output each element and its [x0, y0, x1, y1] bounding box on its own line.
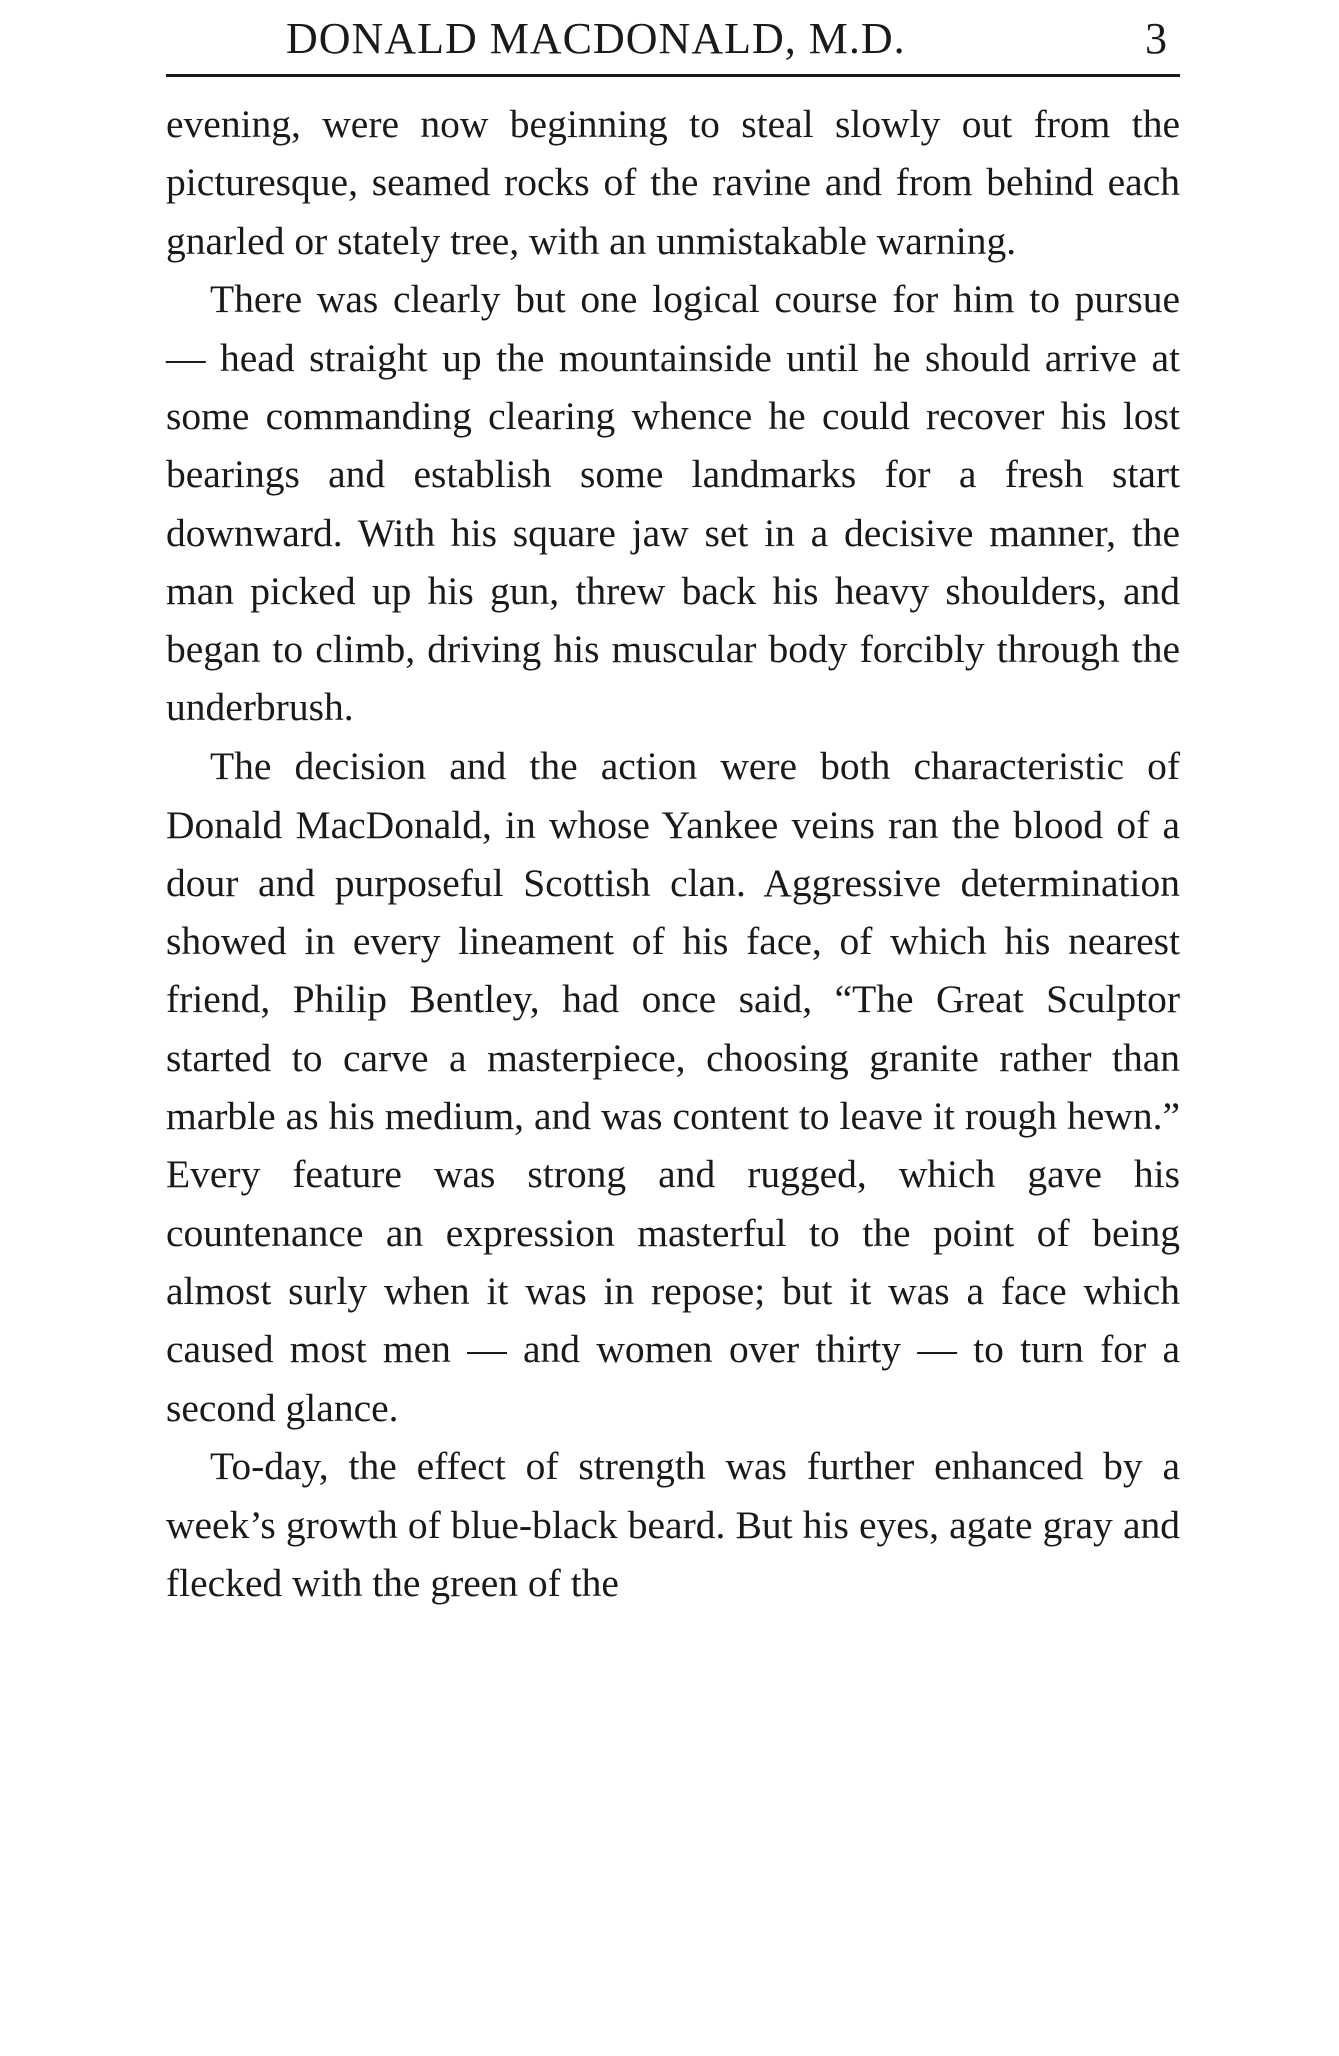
- body-text: [166, 95, 1180, 1613]
- paragraph: The decision and the action were both characteristic of Donald MacDonald, in whose Yankee veins ran the blood of a dour and purposeful Scottish clan. Aggressive determination showed in every lineament of his face, of which his nearest friend, Philip Bentley, had once said, “The Great Sculptor started to carve a masterpiece, choosing granite rather than marble as his medium, and was content to leave it rough hewn.” Every feature was strong and rugged, which gave his countenance an expression masterful to the point of being almost surly when it was in repose; but it was a face which caused most men — and women over thirty — to turn for a second glance.: [166, 744, 1180, 1430]
- book-page: [166, 0, 1180, 2056]
- paragraph: To-day, the effect of strength was further enhanced by a week’s growth of blue-black beard. But his eyes, agate gray and flecked with the green of the: [166, 1444, 1180, 1605]
- running-head: [166, 14, 1180, 64]
- header-rule: [166, 74, 1180, 77]
- running-title: DONALD MACDONALD, M.D.: [286, 14, 906, 63]
- page-number: 3: [1145, 14, 1168, 63]
- paragraph-continued: evening, were now beginning to steal slowly out from the picturesque, seamed rocks of the ravine and from behind each gnarled or stately tree, with an unmistakable warning.: [166, 102, 1180, 263]
- paragraph: There was clearly but one logical course for him to pursue — head straight up the mountainside until he should arrive at some commanding clearing whence he could recover his lost bearings and establish some landmarks for a fresh start downward. With his square jaw set in a decisive manner, the man picked up his gun, threw back his heavy shoulders, and began to climb, driving his muscular body forcibly through the underbrush.: [166, 277, 1180, 730]
